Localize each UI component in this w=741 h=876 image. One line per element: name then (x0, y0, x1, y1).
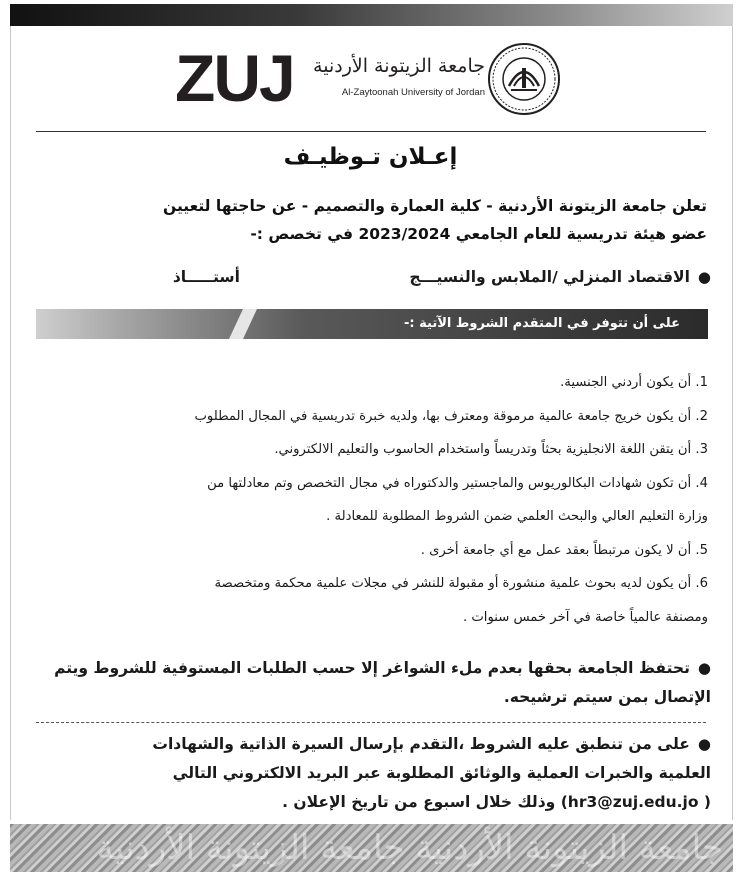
specialization-rank: أستـــــاذ (172, 268, 240, 286)
list-item: وزارة التعليم العالي والبحث العلمي ضمن الشروط المطلوبة للمعادلة . (326, 509, 708, 524)
note-line: الإتصال بمن سيتم ترشيحه. (503, 688, 711, 706)
list-item: 5. أن لا يكون مرتبطاً بعقد عمل مع أي جامعة أخرى . (420, 542, 708, 558)
university-name-arabic: جامعة الزيتونة الأردنية (313, 55, 485, 77)
list-item: 3. أن يتقن اللغة الانجليزية بحثاً وتدريساً واستخدام الحاسوب والتعليم الالكتروني. (274, 442, 708, 457)
list-item: 6. أن يكون لديه بحوث علمية منشورة أو مقبولة للنشر في مجلات علمية محكمة ومتخصصة (214, 576, 708, 591)
conditions-heading: على أن تتوفر في المتقدم الشروط الآتية :- (404, 316, 680, 331)
specialization-row (36, 262, 711, 292)
top-gradient-strip (10, 4, 733, 26)
university-seal-icon (487, 42, 561, 116)
footer-watermark-band (10, 824, 733, 872)
intro-line: تعلن جامعة الزيتونة الأردنية - كلية العمارة والتصميم - عن حاجتها لتعيين (163, 197, 707, 215)
application-instructions (36, 730, 711, 822)
bullet-icon: ● (697, 735, 711, 753)
page-title: إعـلان تـوظيـف (283, 144, 458, 170)
apply-line: العلمية والخبرات العملية والوثائق المطلوبة عبر البريد الالكتروني التالي (172, 764, 711, 782)
list-item: ومصنفة عالمياً خاصة في آخر خمس سنوات . (463, 609, 708, 625)
section-divider (36, 722, 706, 723)
footer-watermark: جامعة الزيتونة الأردنية جامعة الزيتونة الأردنية (96, 828, 723, 868)
intro-line: عضو هيئة تدريسية للعام الجامعي 2023/2024 في تخصص :- (250, 225, 707, 243)
note-line: ●تحتفظ الجامعة بحقها بعدم ملء الشواغر إلا حسب الطلبات المستوفية للشروط ويتم (36, 654, 711, 683)
intro-paragraph (36, 192, 707, 248)
university-name-english: Al-Zaytoonah University of Jordan (341, 87, 485, 98)
bullet-icon: ● (697, 268, 711, 286)
apply-line: ( hr3@zuj.edu.jo) وذلك خلال اسبوع من تاريخ الإعلان . (282, 793, 711, 811)
conditions-list (36, 366, 708, 636)
list-item: 2. أن يكون خريج جامعة عالمية مرموقة ومعترف بها، ولديه خبرة تدريسية في المجال المطلوب (194, 408, 708, 424)
list-item: 1. أن يكون أردني الجنسية. (560, 375, 708, 390)
list-item: 4. أن تكون شهادات البكالوريوس والماجستير والدكتوراه في مجال التخصص وتم معادلتها من (207, 475, 708, 491)
header-divider (36, 131, 706, 132)
specialization-field: الاقتصاد المنزلي /الملابس والنسيـــج (409, 268, 690, 286)
apply-line: ●على من تنطبق عليه الشروط ،التقدم بإرسال السيرة الذاتية والشهادات (36, 730, 711, 759)
reservation-note (36, 654, 711, 714)
zuj-logo: ZUJ (175, 41, 294, 115)
bullet-icon: ● (697, 659, 711, 677)
